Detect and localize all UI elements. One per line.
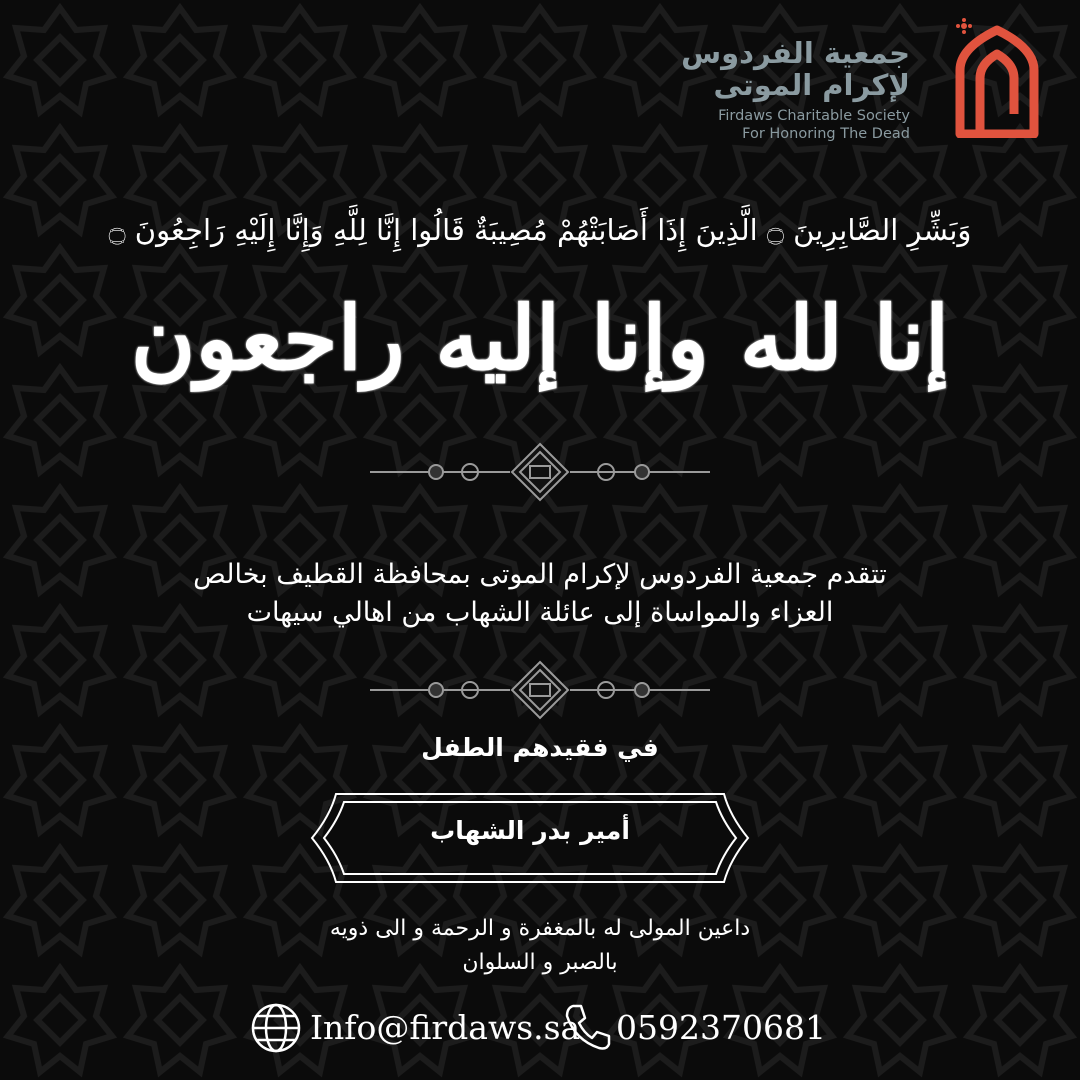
logo-name-arabic-line1: جمعية الفردوس bbox=[681, 36, 910, 70]
logo-name-english-line1: Firdaws Charitable Society bbox=[718, 108, 910, 124]
logo-name-arabic-line2: لإكرام الموتى bbox=[713, 68, 910, 102]
contact-bar bbox=[0, 1000, 1080, 1060]
prayer-line-1: داعين المولى له بالمغفرة و الرحمة و الى ذويه bbox=[329, 916, 751, 941]
ornamental-divider bbox=[370, 660, 710, 720]
message-line-2: العزاء والمواساة إلى عائلة الشهاب من اهالي سيهات bbox=[246, 597, 834, 628]
society-logo bbox=[681, 16, 1050, 142]
prayer-line-2: بالصبر و السلوان bbox=[462, 950, 618, 975]
loss-intro-text: في فقيدهم الطفل bbox=[421, 733, 659, 762]
calligraphy-title: إنا لله وإنا إليه راجعون bbox=[130, 286, 950, 390]
quran-verse: وَبَشِّرِ الصَّابِرِينَ ۝ الَّذِينَ إِذَا أَصَابَتْهُمْ مُصِيبَةٌ قَالُوا إِنَّا لِلَّهِ وَإِنَّا إِلَيْهِ رَاجِعُونَ ۝ bbox=[108, 213, 972, 247]
globe-icon bbox=[250, 1002, 302, 1054]
ornamental-divider bbox=[370, 442, 710, 502]
phone-number[interactable]: 0592370681 bbox=[616, 1008, 826, 1047]
logo-name-english-line2: For Honoring The Dead bbox=[742, 126, 910, 142]
prayer-text bbox=[0, 912, 1080, 980]
message-line-1: تتقدم جمعية الفردوس لإكرام الموتى بمحافظة القطيف بخالص bbox=[193, 559, 887, 590]
mosque-arch-icon bbox=[952, 18, 1042, 138]
email-link[interactable]: Info@firdaws.sa bbox=[310, 1008, 581, 1047]
deceased-name: أمير بدر الشهاب bbox=[430, 816, 630, 845]
condolence-message bbox=[0, 556, 1080, 632]
phone-icon bbox=[563, 1002, 613, 1052]
